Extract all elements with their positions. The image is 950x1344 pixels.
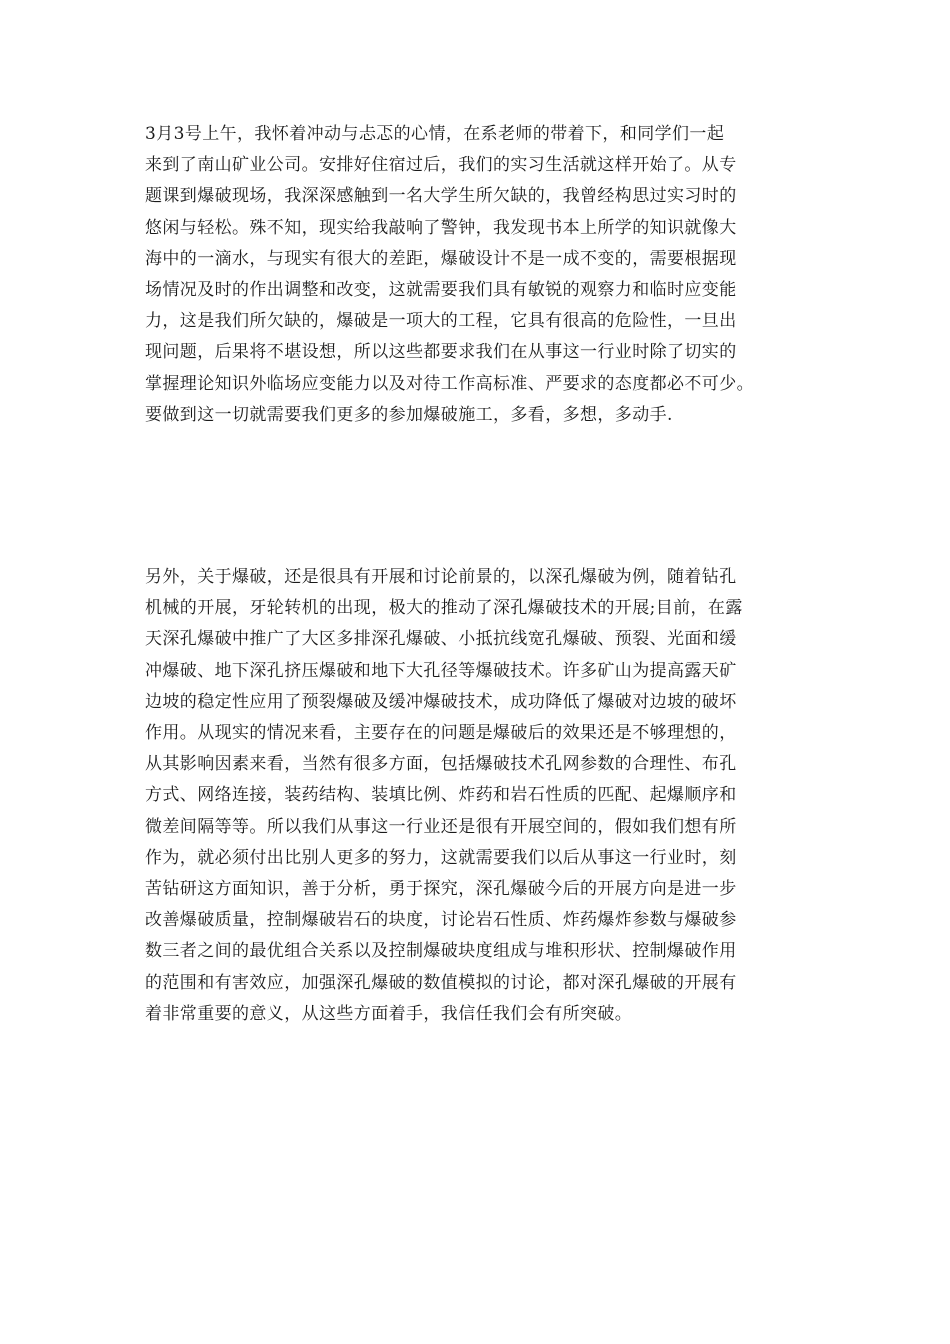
paragraph-internship-start: 3月3号上午，我怀着冲动与忐忑的心情，在系老师的带着下，和同学们一起 来到了南山矿业公司。安排好住宿过后，我们的实习生活就这样开始了。从专 题课到爆破现场，我深深感触到一名大学生所欠缺的，我曾经构思过实习时的 悠闲与轻松。殊不知，现实给我敲响了警钟，我发现书本上所学的知识就像大 海中的一滴水，与现实有很大的差距，爆破设计不是一成不变的，需要根据现 场情况及时的作出调整和改变，这就需要我们具有敏锐的观察力和临时应变能 力，这是我们所欠缺的，爆破是一项大的工程，它具有很高的危险性，一旦出 现问题，后果将不堪设想，所以这些都要求我们在从事这一行业时除了切实的 掌握理论知识外临场应变能力以及对待工作高标准、严要求的态度都必不可少。 要做到这一切就需要我们更多的参加爆破施工，多看，多想，多动手.: [145, 124, 754, 425]
paragraph-blasting-prospects: 另外，关于爆破，还是很具有开展和讨论前景的，以深孔爆破为例，随着钻孔 机械的开展，牙轮转机的出现，极大的推动了深孔爆破技术的开展;目前，在露 天深孔爆破中推广了大区多排深孔爆破、小抵抗线宽孔爆破、预裂、光面和缓 冲爆破、地下深孔挤压爆破和地下大孔径等爆破技术。许多矿山为提高露天矿 边坡的稳定性应用了预裂爆破及缓冲爆破技术，成功降低了爆破对边坡的破坏 作用。从现实的情况来看，主要存在的问题是爆破后的效果还是不够理想的， 从其影响因素来看，当然有很多方面，包括爆破技术孔网参数的合理性、布孔 方式、网络连接，装药结构、装填比例、炸药和岩石性质的匹配、起爆顺序和 微差间隔等等。所以我们从事这一行业还是很有开展空间的，假如我们想有所 作为，就必须付出比别人更多的努力，这就需要我们以后从事这一行业时，刻 苦钻研这方面知识，善于分析，勇于探究，深孔爆破今后的开展方向是进一步 改善爆破质量，控制爆破岩石的块度，讨论岩石性质、炸药爆炸参数与爆破参 数三者之间的最优组合关系以及控制爆破块度组成与堆积形状、控制爆破作用 的范围和有害效应，加强深孔爆破的数值模拟的讨论，都对深孔爆破的开展有 着非常重要的意义，从这些方面着手，我信任我们会有所突破。: [145, 567, 743, 1024]
